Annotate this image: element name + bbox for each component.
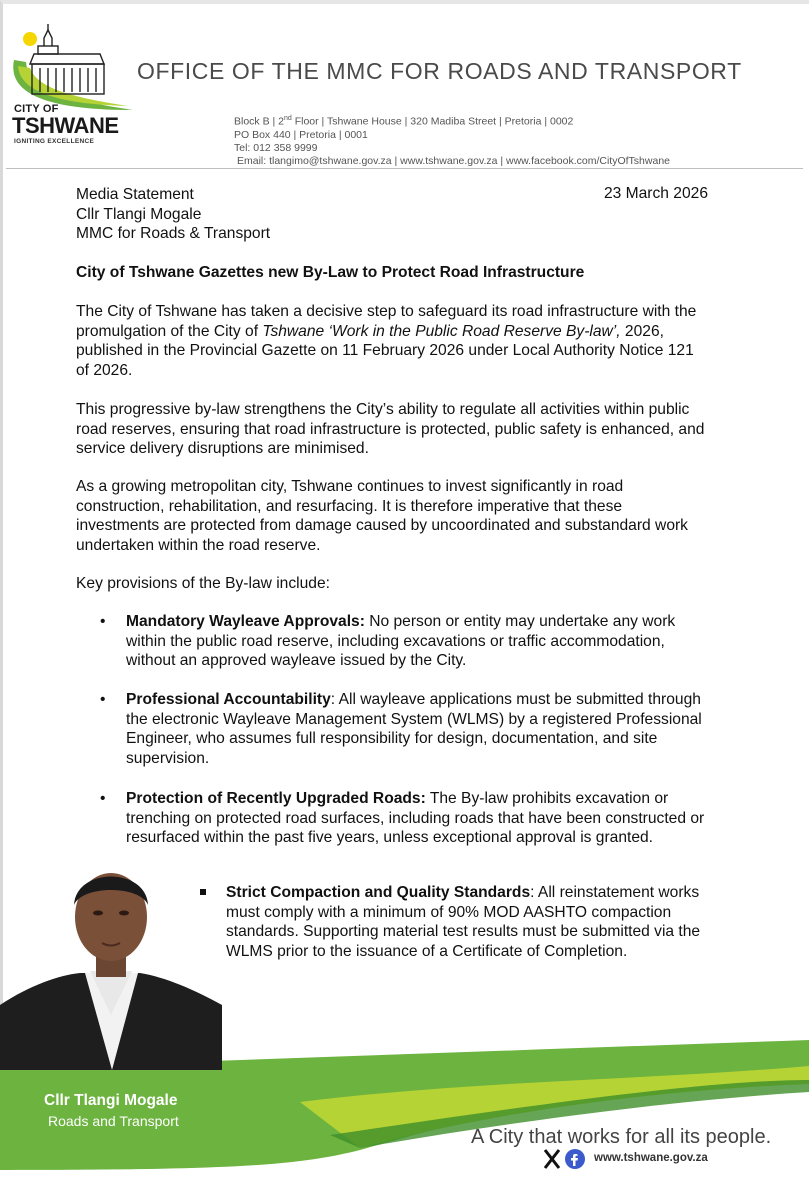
social-icons — [542, 1147, 592, 1171]
paragraph-2: This progressive by-law strengthens the City’s ability to regulate all activities within public road reserves, ensuring that road infrastructure is protected, public safety is enhanced, and service delivery disruptions are minimised. — [76, 401, 705, 457]
contact-po-box: PO Box 440 | Pretoria | 0001 — [234, 128, 368, 141]
provision-item: • Professional Accountability: All wayleave applications must be submitted through the electronic Wayleave Management System (WLMS) by a registered Professional Engineer, who assumes full responsibility for design, documentation, and site supervision. — [100, 691, 702, 767]
header-divider — [6, 168, 803, 169]
logo-tagline: IGNITING EXCELLENCE — [14, 138, 95, 145]
paragraph-3: As a growing metropolitan city, Tshwane continues to invest significantly in road construction, rehabilitation, and resurfacing. It is therefore imperative that these investments are protected from damage caused by uncoordinated and substandard work undertaken within the road reserve. — [76, 478, 688, 554]
contact-block — [234, 112, 670, 168]
logo-name: TSHWANE — [12, 113, 119, 138]
signer-name: Cllr Tlangi Mogale — [44, 1092, 178, 1109]
headline: City of Tshwane Gazettes new By-Law to Protect Road Infrastructure — [76, 264, 585, 281]
office-title: OFFICE OF THE MMC FOR ROADS AND TRANSPORT — [137, 58, 742, 84]
provision-item: Strict Compaction and Quality Standards: All reinstatement works must comply with a minimum of 90% MOD AASHTO compaction standards. Supporting material test results must be submitted via the WLMS prior to the issuance of a Certificate of Completion. — [200, 883, 736, 961]
slogan: A City that works for all its people. — [471, 1126, 772, 1148]
x-icon[interactable] — [545, 1150, 559, 1168]
bullet-icon: • — [100, 790, 106, 807]
signer-role: Roads and Transport — [48, 1113, 179, 1129]
statement-type: Media Statement — [76, 186, 194, 203]
bullet-icon: • — [100, 691, 106, 708]
footer-website-link[interactable]: www.tshwane.gov.za — [594, 1152, 708, 1164]
statement-author: Cllr Tlangi Mogale — [76, 205, 202, 223]
contact-address: Block B | 2nd Floor | Tshwane House | 320 Madiba Street | Pretoria | 0002 — [234, 115, 574, 128]
mmc-portrait-photo — [0, 855, 222, 1070]
facebook-icon[interactable] — [565, 1149, 585, 1169]
statement-date: 23 March 2026 — [603, 185, 708, 202]
paragraph-4: Key provisions of the By-law include: — [76, 575, 330, 592]
bullet-icon: • — [100, 613, 106, 630]
logo-city-of: CITY OF — [14, 103, 59, 115]
statement-role: MMC for Roads & Transport — [76, 225, 271, 242]
provision-item: • Mandatory Wayleave Approvals: No person or entity may undertake any work within the public road reserve, including excavations or traffic accommodation, without an approved wayleave issued by the City. — [100, 613, 676, 669]
provision-item: • Protection of Recently Upgraded Roads: The By-law prohibits excavation or trenching on protected road surfaces, including roads that have been constructed or resurfaced within the past five years, unless exceptional approval is granted. — [100, 790, 705, 846]
paragraph-1: The City of Tshwane has taken a decisive step to safeguard its road infrastructure with the promulgation of the City of Tshwane ‘Work in the Public Road Reserve By-law’, 2026, published in the Provincial Gazette on 11 February 2026 under Local Authority Notice 121 of 2026. — [76, 303, 697, 379]
contact-tel: Tel: 012 358 9999 — [234, 141, 318, 154]
contact-email: Email: tlangimo@tshwane.gov.za | www.tshwane.gov.za | www.facebook.com/CityOfTshwane — [237, 154, 670, 167]
